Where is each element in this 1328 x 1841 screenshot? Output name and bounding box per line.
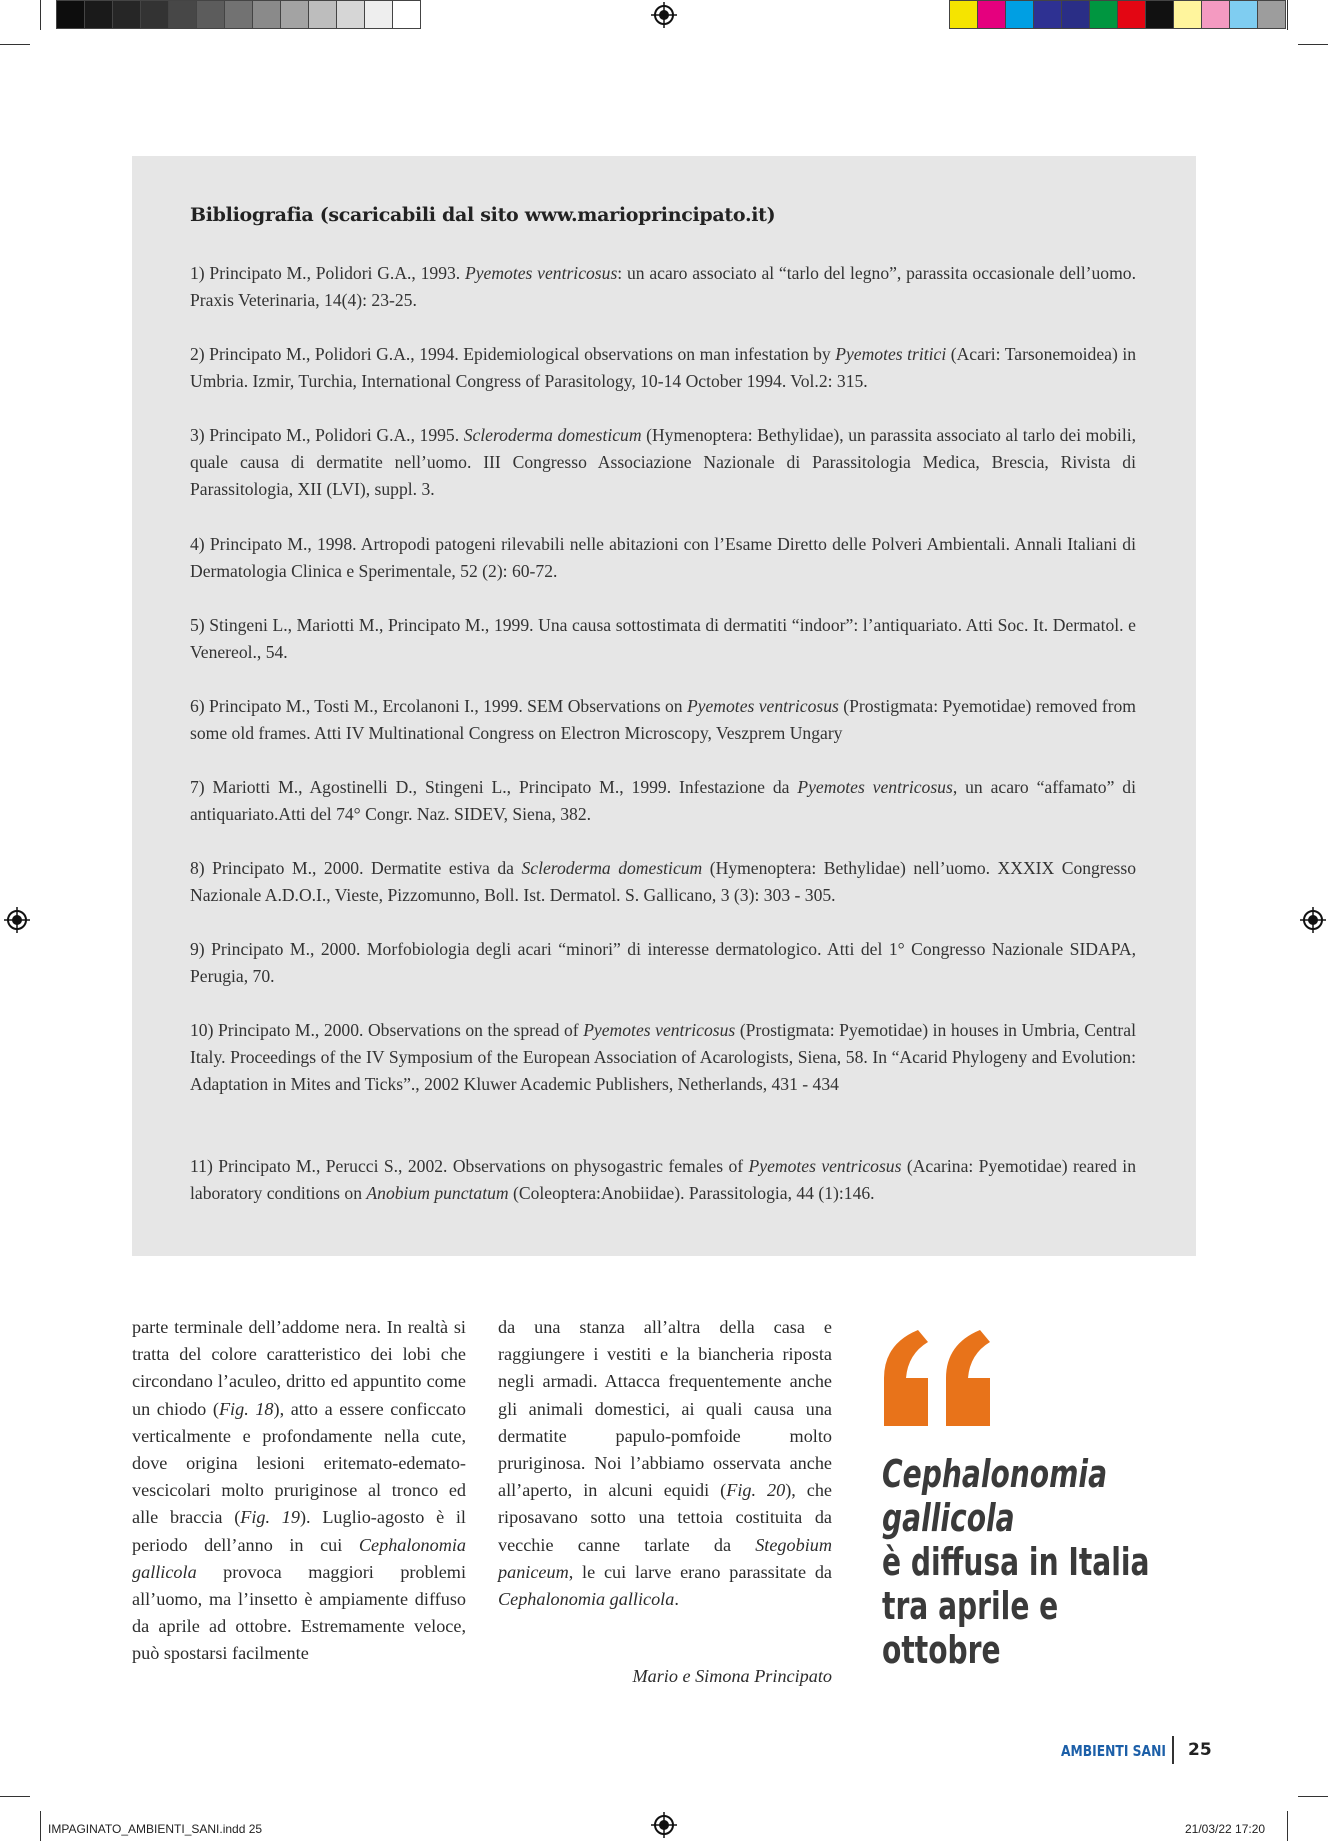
body-text: provoca maggiori problemi all’uomo, ma l’insetto è ampiamente diffuso da aprile ad ottobre. Estremamente veloce, può spostarsi facilmente	[132, 1561, 466, 1664]
entry-text: 8) Principato M., 2000. Dermatite estiva da	[190, 858, 522, 878]
body-text: ), atto a essere conficcato verticalmente e profondamente nella cute, dove origina lesioni eritemato-edemato-vescicolari molto pruriginose al tronco ed alle braccia (	[132, 1398, 467, 1528]
color-calibration-bar-left	[56, 0, 421, 29]
entry-text: (Prostigmata: Pyemotidae) removed from some old frames. Atti IV Multinational Congress on Electron Microscopy, Veszprem Ungary	[190, 696, 1136, 743]
pull-quote-line: Cephalonomia	[882, 1452, 1108, 1496]
entry-text: : un acaro associato al “tarlo del legno”, parassita occasionale dell’uomo. Praxis Veterinaria, 14(4): 23-25.	[190, 263, 1136, 310]
body-text: ). Luglio-agosto è il periodo dell’anno in cui	[132, 1507, 466, 1555]
entry-text: (Acarina: Pyemotidae) reared in laboratory conditions on	[190, 1156, 1136, 1203]
slug-date: 21/03/22 17:20	[1185, 1822, 1266, 1836]
species-name: Pyemotes ventricosus	[748, 1156, 902, 1176]
italic-term: Stegobium paniceum	[498, 1534, 832, 1582]
bibliography-entry	[190, 936, 1136, 990]
color-swatch	[1202, 0, 1230, 29]
species-name: Anobium punctatum	[366, 1183, 509, 1203]
crop-mark	[40, 1811, 41, 1841]
color-swatch	[1090, 0, 1118, 29]
color-swatch	[197, 0, 225, 29]
bibliography-entry	[190, 260, 1136, 314]
pull-quote-line: è diffusa in Italia	[882, 1540, 1150, 1584]
pull-quote-line: gallicola	[882, 1496, 1015, 1540]
entry-text: 6) Principato M., Tosti M., Ercolanoni I., 1999. SEM Observations on	[190, 696, 687, 716]
bibliography-entry	[190, 1017, 1136, 1098]
bibliography-entry	[190, 422, 1136, 503]
color-swatch	[978, 0, 1006, 29]
italic-term: Fig. 18	[218, 1398, 274, 1419]
color-swatch	[1230, 0, 1258, 29]
crop-mark	[1298, 1796, 1328, 1797]
bibliography-entry	[190, 693, 1136, 747]
crop-mark	[1287, 1811, 1288, 1841]
color-swatch	[1034, 0, 1062, 29]
entry-text: 2) Principato M., Polidori G.A., 1994. Epidemiological observations on man infestation by	[190, 344, 836, 364]
color-swatch	[85, 0, 113, 29]
bibliography-box	[132, 156, 1196, 1256]
entry-text: 10) Principato M., 2000. Observations on the spread of	[190, 1020, 584, 1040]
pull-quote-line: tra aprile e	[882, 1584, 1059, 1628]
pull-quote	[882, 1452, 1150, 1672]
bibliography-entry	[190, 1153, 1136, 1207]
entry-text: 9) Principato M., 2000. Morfobiologia degli acari “minori” di interesse dermatologico. Atti del 1° Congresso Nazionale SIDAPA, Perugia, 70.	[190, 939, 1136, 986]
color-swatch	[1118, 0, 1146, 29]
entry-text: 7) Mariotti M., Agostinelli D., Stingeni L., Principato M., 1999. Infestazione da	[190, 777, 798, 797]
bibliography-entry	[190, 341, 1136, 395]
color-swatch	[337, 0, 365, 29]
color-swatch	[169, 0, 197, 29]
bibliography-entry	[190, 531, 1136, 585]
entry-text: (Prostigmata: Pyemotidae) in houses in Umbria, Central Italy. Proceedings of the IV Symposium of the European Association of Acarologists, Siena, 58. In “Acarid Phylogeny and Evolution: Adaptation in Mites and Ticks”., 2002 Kluwer Academic Publishers, Netherlands, 431 - 434	[190, 1020, 1136, 1094]
species-name: Pyemotes ventricosus	[797, 777, 953, 797]
color-swatch	[1062, 0, 1090, 29]
color-swatch	[393, 0, 421, 29]
italic-term: Fig. 19	[240, 1507, 300, 1528]
bibliography-entry	[190, 855, 1136, 909]
body-column-1	[132, 1314, 466, 1668]
bibliography-entry	[190, 774, 1136, 828]
entry-text: 1) Principato M., Polidori G.A., 1993.	[190, 263, 465, 283]
color-swatch	[113, 0, 141, 29]
bibliography-title: Bibliografia (scaricabili dal sito www.marioprincipato.it)	[190, 204, 776, 226]
crop-mark	[1287, 0, 1288, 30]
italic-term: Cephalonomia gallicola	[132, 1534, 466, 1582]
author-signature: Mario e Simona Principato	[632, 1666, 832, 1686]
body-text: parte terminale dell’addome nera. In realtà si tratta del colore caratteristico dei lobi che circondano l’aculeo, dritto ed appuntito come un chiodo (	[132, 1317, 466, 1419]
body-text: , le cui larve erano parassitate da	[568, 1561, 832, 1582]
entry-text: , un acaro “affamato” di antiquariato.Atti del 74° Congr. Naz. SIDEV, Siena, 382.	[190, 777, 1136, 824]
color-swatch	[949, 0, 978, 29]
color-swatch	[281, 0, 309, 29]
species-name: Pyemotes ventricosus	[686, 696, 839, 716]
registration-mark-icon	[651, 1812, 677, 1838]
folio-separator	[1172, 1736, 1174, 1764]
color-swatch	[365, 0, 393, 29]
italic-term: Cephalonomia gallicola	[498, 1589, 675, 1610]
color-swatch	[1174, 0, 1202, 29]
bibliography-entry	[190, 612, 1136, 666]
species-name: Scleroderma domesticum	[521, 858, 703, 878]
entry-text: 3) Principato M., Polidori G.A., 1995.	[190, 425, 464, 445]
entry-text: 11) Principato M., Perucci S., 2002. Observations on physogastric females of	[190, 1156, 749, 1176]
color-swatch	[1258, 0, 1286, 29]
italic-term: Fig. 20	[726, 1480, 786, 1501]
color-swatch	[225, 0, 253, 29]
species-name: Scleroderma domesticum	[463, 425, 642, 445]
crop-mark	[1298, 44, 1328, 45]
species-name: Pyemotes tritici	[835, 344, 947, 364]
magazine-name: AMBIENTI SANI	[1061, 1742, 1166, 1760]
color-swatch	[141, 0, 169, 29]
crop-mark	[0, 1796, 30, 1797]
page-number: 25	[1188, 1740, 1212, 1760]
registration-mark-icon	[4, 907, 30, 933]
entry-text: 4) Principato M., 1998. Artropodi patogeni rilevabili nelle abitazioni con l’Esame Diretto delle Polveri Ambientali. Annali Italiani di Dermatologia Clinica e Sperimentale, 52 (2): 60-72.	[190, 534, 1136, 581]
entry-text: (Hymenoptera: Bethylidae), un parassita associato al tarlo dei mobili, quale causa di dermatite nell’uomo. III Congresso Associazione Nazionale di Parassitologia Medica, Brescia, Rivista di Parassitologia, XII (LVI), suppl. 3.	[190, 425, 1136, 499]
body-text: ), che riposavano sotto una tettoia costituita da vecchie canne tarlate da	[498, 1480, 833, 1555]
quote-mark-icon	[880, 1330, 998, 1426]
color-swatch	[253, 0, 281, 29]
color-swatch	[1006, 0, 1034, 29]
registration-mark-icon	[1300, 907, 1326, 933]
color-swatch	[1146, 0, 1174, 29]
color-swatch	[56, 0, 85, 29]
pull-quote-line: ottobre	[882, 1628, 1001, 1672]
color-swatch	[309, 0, 337, 29]
body-column-2	[498, 1314, 832, 1613]
species-name: Pyemotes ventricosus	[464, 263, 618, 283]
entry-text: 5) Stingeni L., Mariotti M., Principato M., 1999. Una causa sottostimata di dermatiti “indoor”: l’antiquariato. Atti Soc. It. Dermatol. e Venereol., 54.	[190, 615, 1136, 662]
body-text: .	[674, 1589, 679, 1610]
slug-filename: IMPAGINATO_AMBIENTI_SANI.indd 25	[48, 1822, 263, 1836]
entry-text: (Acari: Tarsonemoidea) in Umbria. Izmir, Turchia, International Congress of Parasitology, 10-14 October 1994. Vol.2: 315.	[190, 344, 1137, 391]
entry-text: (Coleoptera:Anobiidae). Parassitologia, 44 (1):146.	[508, 1183, 875, 1203]
registration-mark-icon	[651, 2, 677, 28]
crop-mark	[0, 44, 30, 45]
crop-mark	[40, 0, 41, 30]
body-text: da una stanza all’altra della casa e raggiungere i vestiti e la biancheria riposta negli armadi. Attacca frequentemente anche gli animali domestici, ai quali causa una dermatite papulo-pomfoide molto pruriginosa. Noi l’abbiamo osservata anche all’aperto, in alcuni equidi (	[498, 1317, 832, 1501]
color-calibration-bar-right	[949, 0, 1286, 29]
species-name: Pyemotes ventricosus	[583, 1020, 736, 1040]
entry-text: (Hymenoptera: Bethylidae) nell’uomo. XXXIX Congresso Nazionale A.D.O.I., Vieste, Pizzomunno, Boll. Ist. Dermatol. S. Gallicano, 3 (3): 303 - 305.	[190, 858, 1136, 905]
